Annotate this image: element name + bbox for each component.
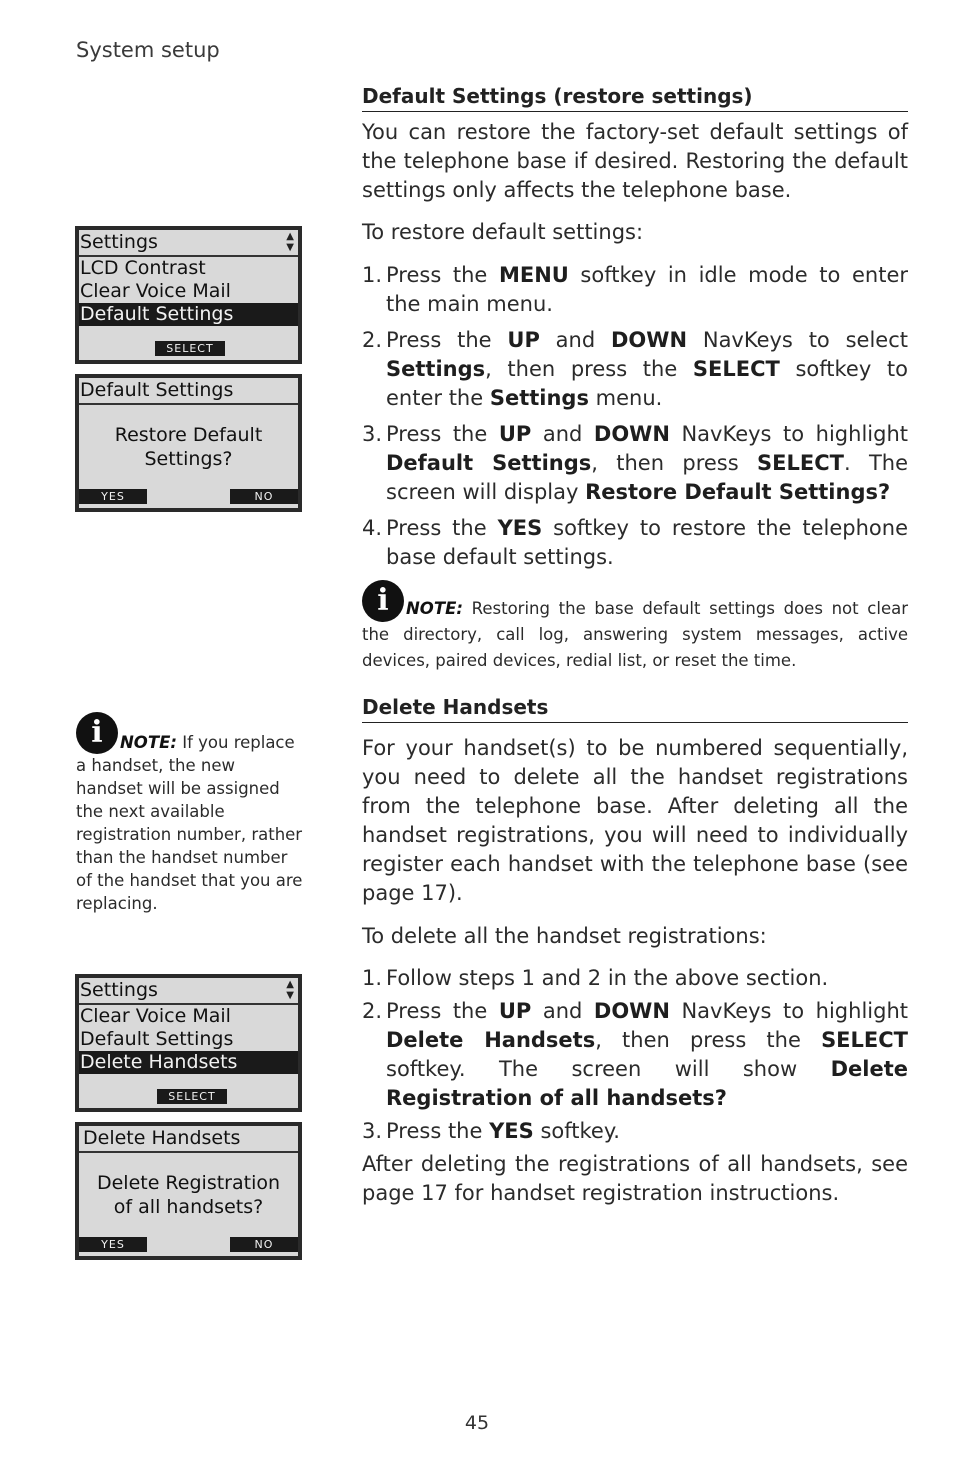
step-item: [362, 997, 908, 1113]
lcd-delete-confirm: [75, 1122, 302, 1260]
delete-handsets-section: [362, 695, 908, 1208]
step-text: NavKeys to select: [687, 328, 908, 352]
step-text: , then press: [591, 451, 757, 475]
step-number: 4.: [362, 516, 383, 540]
step-text: Press the: [386, 516, 498, 540]
lcd-message-line: Delete Registration: [96, 1172, 281, 1194]
step-text: , then press the: [595, 1028, 822, 1052]
delete-handsets-lead: To delete all the handset registrations:: [362, 924, 767, 948]
step-number: 2.: [362, 328, 383, 352]
step-text: softkey to restore the telephone base default settings.: [386, 516, 908, 569]
lcd-menu-item-highlighted: Default Settings: [79, 303, 298, 326]
step-keyword: Default Settings: [386, 451, 592, 475]
up-down-arrows-icon: ▲ ▼: [286, 979, 294, 1001]
step-text: softkey. The screen will show: [386, 1057, 831, 1081]
lcd-title-text: Settings: [80, 979, 158, 1001]
step-keyword: UP: [507, 328, 540, 352]
step-keyword: UP: [498, 422, 532, 446]
no-softkey: NO: [230, 1237, 298, 1252]
step-keyword: YES: [489, 1119, 534, 1143]
step-keyword: Settings: [386, 357, 486, 381]
page-number: 45: [464, 1412, 490, 1434]
lcd-message-line: of all handsets?: [113, 1196, 264, 1218]
info-icon: i: [362, 580, 404, 622]
lcd-menu-item: Clear Voice Mail: [80, 280, 231, 302]
step-keyword: SELECT: [821, 1028, 908, 1052]
step-text: Follow steps 1 and 2 in the above section.: [386, 966, 829, 990]
lcd-message-line: Settings?: [144, 448, 233, 470]
step-keyword: DOWN: [593, 999, 670, 1023]
lcd-menu-item: Clear Voice Mail: [80, 1005, 231, 1027]
default-settings-note: [362, 580, 908, 674]
select-softkey: SELECT: [157, 1089, 227, 1104]
info-icon: i: [76, 712, 118, 754]
step-text: softkey to enter the: [386, 357, 908, 410]
step-item: [362, 261, 908, 319]
step-text: Press the: [386, 999, 499, 1023]
lcd-title: Delete Handsets: [79, 1126, 298, 1153]
step-item: [362, 514, 908, 572]
step-text: and: [531, 999, 594, 1023]
lcd-title-text: Settings: [80, 231, 158, 253]
step-item: [362, 420, 908, 507]
step-keyword: UP: [498, 999, 532, 1023]
step-text: menu.: [588, 386, 663, 410]
step-text: . The screen will display: [386, 451, 908, 504]
lcd-restore-confirm: [75, 374, 302, 512]
step-text: softkey in idle mode to enter the main menu.: [386, 263, 908, 316]
lcd-settings-menu-2: [75, 974, 302, 1112]
up-down-arrows-icon: ▲ ▼: [286, 231, 294, 253]
step-text: softkey.: [533, 1119, 620, 1143]
step-item: [362, 1117, 908, 1146]
step-text: Press the: [386, 263, 499, 287]
default-settings-steps: [362, 261, 908, 572]
step-keyword: Delete Registration of all handsets?: [386, 1057, 908, 1110]
step-text: NavKeys to highlight: [669, 999, 908, 1023]
step-text: NavKeys to highlight: [669, 422, 908, 446]
step-keyword: Restore Default Settings?: [585, 480, 891, 504]
default-settings-intro: You can restore the factory-set default settings of the telephone base if desired. Restoring the default settings only affects the telephone base.: [362, 120, 908, 202]
note-text: Restoring the base default settings does not clear the directory, call log, answering system messages, active devices, paired devices, redial list, or reset the time.: [362, 599, 908, 670]
delete-handsets-outro: After deleting the registrations of all handsets, see page 17 for handset registration instructions.: [362, 1152, 908, 1205]
select-softkey: SELECT: [155, 341, 225, 356]
step-keyword: DOWN: [611, 328, 688, 352]
lcd-title: Default Settings: [79, 378, 298, 405]
lcd-message: [79, 1171, 298, 1219]
lcd-menu-item: Default Settings: [80, 1028, 234, 1050]
lcd-menu-item: LCD Contrast: [80, 257, 206, 279]
step-keyword: Settings: [489, 386, 589, 410]
lcd-title: [79, 230, 298, 257]
step-number: 2.: [362, 999, 383, 1023]
step-number: 1.: [362, 263, 383, 287]
no-softkey: NO: [230, 489, 298, 504]
step-item: [362, 326, 908, 413]
step-text: and: [531, 422, 594, 446]
step-text: and: [539, 328, 611, 352]
delete-handsets-steps: [362, 964, 908, 1146]
step-keyword: DOWN: [593, 422, 670, 446]
lcd-message-line: Restore Default: [114, 424, 263, 446]
step-number: 3.: [362, 422, 383, 446]
side-note: [76, 712, 306, 915]
step-text: Press the: [386, 1119, 490, 1143]
note-label: NOTE:: [406, 599, 463, 618]
side-note-label: NOTE:: [120, 733, 177, 752]
delete-handsets-heading: Delete Handsets: [362, 695, 908, 723]
yes-softkey: YES: [79, 1237, 147, 1252]
step-item: [362, 964, 908, 993]
side-note-text: If you replace a handset, the new handset will be assigned the next available registration number, rather than the handset number of the handset that you are replacing.: [76, 733, 303, 913]
step-text: Press the: [386, 422, 499, 446]
step-text: , then press the: [485, 357, 693, 381]
step-text: Press the: [386, 328, 508, 352]
lcd-title: [79, 978, 298, 1005]
default-settings-heading: Default Settings (restore settings): [362, 84, 908, 112]
default-settings-section: [362, 84, 908, 572]
step-number: 1.: [362, 966, 383, 990]
lcd-settings-menu-1: [75, 226, 302, 364]
default-settings-lead: To restore default settings:: [362, 220, 644, 244]
lcd-message: [79, 423, 298, 471]
step-keyword: MENU: [498, 263, 569, 287]
lcd-menu-item-highlighted: Delete Handsets: [79, 1051, 298, 1074]
section-header: System setup: [76, 38, 220, 62]
delete-handsets-intro: For your handset(s) to be numbered sequentially, you need to delete all the handset registrations from the telephone base. After deleting all the handset registrations, you will need to individually register each handset with the telephone base (see page 17).: [362, 736, 908, 905]
step-keyword: SELECT: [692, 357, 780, 381]
step-keyword: YES: [497, 516, 543, 540]
step-keyword: Delete Handsets: [386, 1028, 596, 1052]
step-number: 3.: [362, 1119, 383, 1143]
yes-softkey: YES: [79, 489, 147, 504]
step-keyword: SELECT: [757, 451, 844, 475]
